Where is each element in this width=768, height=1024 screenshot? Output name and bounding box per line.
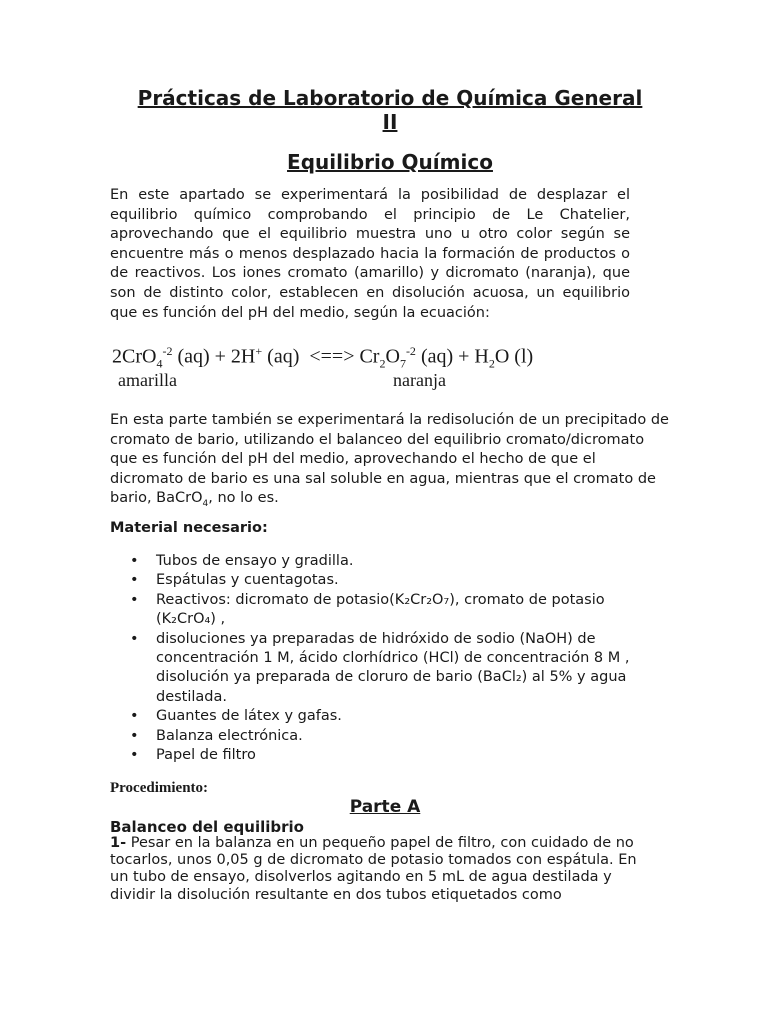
title-line-2: II [382, 110, 398, 134]
barium-paragraph-end: , no lo es. [208, 490, 279, 507]
list-item-text: Balanza electrónica. [156, 727, 303, 744]
list-item [110, 591, 660, 630]
equation-label-orange: naranja [393, 370, 446, 390]
document-title [100, 86, 680, 134]
bullet-icon: • [130, 708, 139, 725]
list-item-text: Guantes de látex y gafas. [156, 708, 342, 725]
bullet-icon: • [130, 630, 139, 647]
barium-paragraph [110, 411, 670, 515]
chemical-equation: 2CrO$_4^{-2}$ (aq) + 2H+ (aq) <==> $Cr_2O_7^{-2}$ $(aq) + H_2O$ (l) [112, 344, 534, 371]
step-1-paragraph [110, 835, 650, 904]
equation-label-yellow: amarilla [118, 370, 177, 390]
bullet-icon: • [130, 591, 139, 608]
bullet-icon: • [130, 747, 139, 764]
title-line-1: Prácticas de Laboratorio de Química General [137, 86, 643, 110]
barium-paragraph-sub: 4 [202, 499, 209, 510]
bullet-icon: • [130, 572, 139, 589]
step-number: 1- [110, 835, 127, 851]
material-heading: Material necesario: [110, 520, 268, 536]
equation-color-labels [118, 370, 618, 392]
bullet-icon: • [130, 553, 139, 569]
list-item-text: disoluciones ya preparadas de hidróxido de sodio (NaOH) de concentración 1 M, ácido clorhídrico (HCl) de concentración 8 M , disolución ya preparada de cloruro de bario (BaCl₂) al 5% y agua destilada. [156, 630, 630, 705]
balance-heading: Balanceo del equilibrio [110, 818, 304, 836]
materials-list [110, 552, 660, 765]
list-item [110, 727, 660, 746]
procedure-heading: Procedimiento: [110, 780, 209, 796]
list-item-text: Reactivos: dicromato de potasio(K₂Cr₂O₇), cromato de potasio (K₂CrO₄) , [156, 591, 605, 628]
list-item-text: Tubos de ensayo y gradilla. [156, 553, 354, 569]
list-item-text: Espátulas y cuentagotas. [156, 572, 339, 589]
list-item [110, 571, 660, 590]
list-item [110, 630, 660, 708]
section-title: Equilibrio Químico [287, 150, 493, 174]
barium-paragraph-main: En esta parte también se experimentará la redisolución de un precipitado de cromato de bario, utilizando el balanceo del equilibrio cromato/dicromato que es función del pH del medio, aprovechando el hecho de que el dicromato de bario es una sal soluble en agua, mientras que el cromato de bario, BaCrO [110, 412, 669, 507]
part-a-heading: Parte A [349, 797, 421, 817]
list-item-text: Papel de filtro [156, 747, 256, 764]
list-item [110, 746, 660, 765]
bullet-icon: • [130, 727, 139, 744]
step-text: Pesar en la balanza en un pequeño papel de filtro, con cuidado de no tocarlos, unos 0,05 g de dicromato de potasio tomados con espátula. En un tubo de ensayo, disolverlos agitando en 5 mL de agua destilada y dividir la disolución resultante en dos tubos etiquetados como [110, 835, 637, 903]
list-item [110, 707, 660, 726]
intro-paragraph: En este apartado se experimentará la posibilidad de desplazar el equilibrio químico comprobando el principio de Le Chatelier, aprovechando que el equilibrio muestra uno u otro color según se encuentre más o menos desplazado hacia la formación de productos o de reactivos. Los iones cromato (amarillo) y dicromato (naranja), que son de distinto color, establecen en disolución acuosa, un equilibrio que es función del pH del medio, según la ecuación: [110, 187, 630, 321]
list-item [110, 552, 660, 571]
